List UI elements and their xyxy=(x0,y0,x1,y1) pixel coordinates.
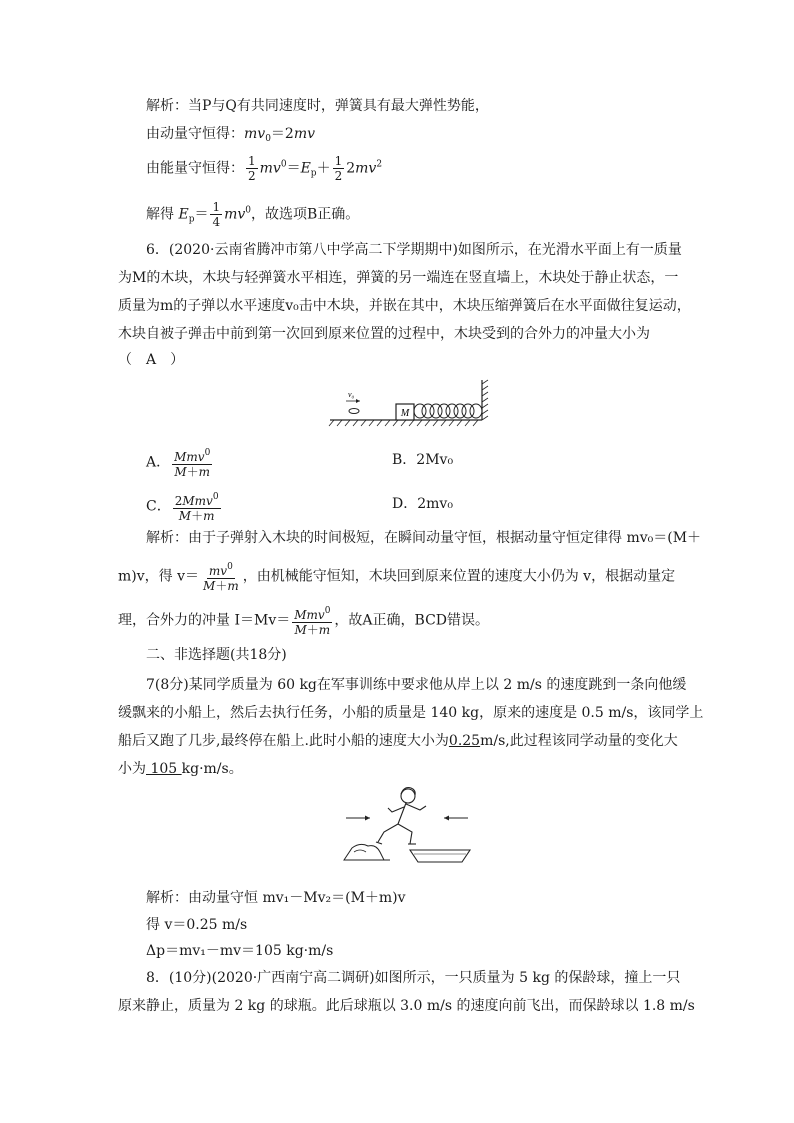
q7-line2: 缓飘来的小船上，然后去执行任务，小船的质量是 140 kg，原来的速度是 0.5 m/s，该同学上 xyxy=(118,705,704,721)
q7-solution-line1: 解析：由动量守恒 mv₁－Mv₂＝(M＋m)v xyxy=(146,890,406,906)
q8-line2: 原来静止，质量为 2 kg 的球瓶。此后球瓶以 3.0 m/s 的速度向前飞出，而保龄球以 1.8 m/s xyxy=(118,998,695,1014)
q6-option-d: D．2mv₀ xyxy=(392,496,453,512)
q6-solution-line1: 解析：由于子弹射入木块的时间极短，在瞬间动量守恒，根据动量守恒定律得 mv₀＝(M＋ xyxy=(146,530,702,546)
q6-option-b: B．2Mv₀ xyxy=(392,452,454,468)
bullet xyxy=(349,409,359,414)
q6-solution-line3: 理，合外力的冲量 I＝Mv＝ $\frac{Mmv^0}{M+m}$ ，故A正确，BCD错误。 xyxy=(118,606,490,637)
velocity-label: v₀ xyxy=(348,390,355,399)
q5-result: 解得 $E_p=$ $\frac{1}{4}$ $mv^0$，故选项B正确。 xyxy=(146,200,360,229)
section-heading: 二、非选择题(共18分) xyxy=(146,647,287,663)
block-label: M xyxy=(400,408,410,419)
jumping-person xyxy=(376,788,426,844)
q6-line2: 为M的木块，木块与轻弹簧水平相连，弹簧的另一端连在竖直墙上，木块处于静止状态，一 xyxy=(118,270,679,286)
q6-line3: 质量为m的子弹以水平速度v₀击中木块，并嵌在其中，木块压缩弹簧后在水平面做往复运动， xyxy=(118,298,691,314)
q6-answer: （ A ） xyxy=(118,352,185,368)
q7-line1: 7(8分)某同学质量为 60 kg在军事训练中要求他从岸上以 2 m/s 的速度跳到一条向他缓 xyxy=(146,677,687,693)
q7-line4: 小为 105 kg·m/s。 xyxy=(118,761,243,777)
q6-solution-line2: m)v，得 v＝ $\frac{mv^0}{M+m}$ ，由机械能守恒知，木块回到原来位置的速度大小仍为 v，根据动量定 xyxy=(118,562,676,593)
q6-line4: 木块自被子弹击中前到第一次回到原来位置的过程中，木块受到的合外力的冲量大小为 xyxy=(118,326,650,342)
q6-spring-block-figure xyxy=(326,376,492,428)
q6-line1: 6．(2020·云南省腾冲市第八中学高二下学期期中)如图所示，在光滑水平面上有一质量 xyxy=(146,242,682,258)
q7-jump-boat-figure xyxy=(340,782,474,866)
boat xyxy=(410,850,470,862)
q8-line1: 8．(10分)(2020·广西南宁高二调研)如图所示，一只质量为 5 kg 的保龄球，撞上一只 xyxy=(146,970,681,986)
q5-solution-line1: 解析：当P与Q有共同速度时，弹簧具有最大弹性势能， xyxy=(146,98,489,114)
q7-solution-line2: 得 v＝0.25 m/s xyxy=(146,917,248,933)
shore-rock xyxy=(344,844,384,860)
q6-option-a: A． $\frac{Mmv^0}{M+m}$ xyxy=(146,448,211,479)
q7-solution-line3: Δp＝mv₁－mv＝105 kg·m/s xyxy=(146,943,334,959)
q5-energy-equation: 由能量守恒得： $\frac{1}{2}$ $mv^0=E_p+$ $\frac{1}{2}$ $2mv^2$ xyxy=(146,154,383,183)
q6-option-c: C． $\frac{2Mmv^0}{M+m}$ xyxy=(146,492,219,523)
q5-momentum-equation: 由动量守恒得：$mv_0=2mv$ xyxy=(146,126,316,144)
q7-answer-momentum: 105 xyxy=(146,761,182,777)
q7-line3: 船后又跑了几步,最终停在船上.此时小船的速度大小为0.25m/s,此过程该同学动量的变化大 xyxy=(118,733,678,749)
q7-answer-velocity: 0.25 xyxy=(448,733,481,749)
